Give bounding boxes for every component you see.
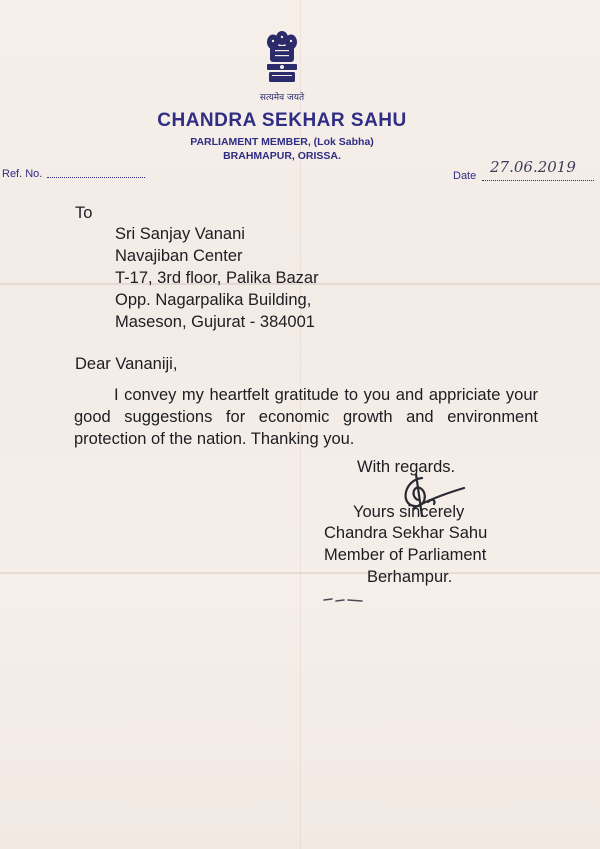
signer-name: Chandra Sekhar Sahu [324,524,488,542]
letterhead-place: BRAHMAPUR, ORISSA. [223,150,341,162]
address-line: T-17, 3rd floor, Palika Bazar [115,269,319,287]
signer-designation: Member of Parliament [324,546,487,564]
address-line: Navajiban Center [115,247,243,265]
ink-smudge-icon [322,597,366,603]
ashoka-emblem-icon [262,28,302,88]
to-label: To [75,204,93,222]
letterhead-designation: PARLIAMENT MEMBER, (Lok Sabha) [190,136,374,148]
address-line: Maseson, Gujurat - 384001 [115,313,315,331]
address-line: Opp. Nagarpalika Building, [115,291,312,309]
letterhead-name: CHANDRA SEKHAR SAHU [157,110,407,131]
reference-number-label: Ref. No. [2,168,43,180]
emblem-motto: सत्यमेव जयते [259,93,305,103]
letter-body: I convey my heartfelt gratitude to you and appriciate your good suggestions for economic growth and environment protection of the nation. Thanking you. [74,386,538,448]
signoff-line: Yours sincerely [353,503,465,521]
date-field-line [482,180,594,181]
reference-number-field [47,177,145,178]
closing-line: With regards. [357,458,456,476]
date-value: 27.06.2019 [490,158,576,176]
address-line: Sri Sanjay Vanani [115,225,245,243]
date-label: Date [453,170,477,182]
signer-place: Berhampur. [367,568,453,586]
salutation: Dear Vananiji, [75,355,178,373]
